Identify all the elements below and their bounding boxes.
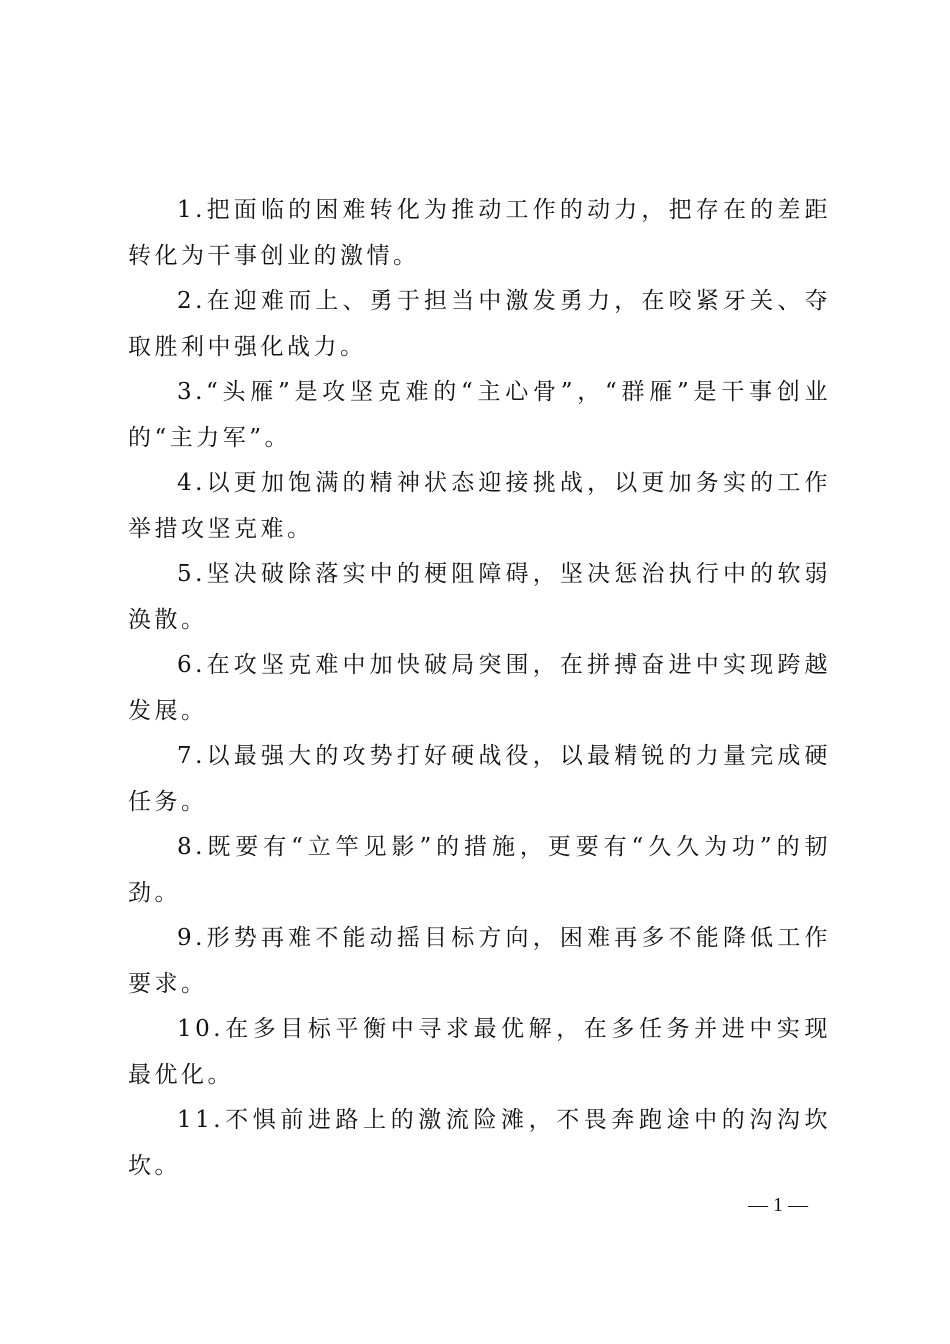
paragraph-2: 2.在迎难而上、勇于担当中激发勇力，在咬紧牙关、夺取胜利中强化战力。: [128, 288, 831, 360]
paragraph-10: 10.在多目标平衡中寻求最优解，在多任务并进中实现最优化。: [128, 1016, 831, 1088]
paragraph-3: 3.“头雁”是攻坚克难的“主心骨”，“群雁”是干事创业的“主力军”。: [128, 379, 831, 451]
paragraph-4: 4.以更加饱满的精神状态迎接挑战，以更加务实的工作举措攻坚克难。: [128, 470, 831, 542]
paragraph-8: 8.既要有“立竿见影”的措施，更要有“久久为功”的韧劲。: [128, 834, 831, 906]
paragraph-1: 1.把面临的困难转化为推动工作的动力，把存在的差距转化为干事创业的激情。: [128, 197, 831, 269]
paragraph-6: 6.在攻坚克难中加快破局突围，在拼搏奋进中实现跨越发展。: [128, 652, 831, 724]
paragraph-7: 7.以最强大的攻势打好硬战役，以最精锐的力量完成硬任务。: [128, 743, 831, 815]
page-number: — 1 —: [748, 1194, 808, 1216]
paragraph-5: 5.坚决破除落实中的梗阻障碍，坚决惩治执行中的软弱涣散。: [128, 561, 831, 633]
document-body: [128, 188, 831, 1189]
paragraph-9: 9.形势再难不能动摇目标方向，困难再多不能降低工作要求。: [128, 925, 831, 997]
paragraph-11: 11.不惧前进路上的激流险滩，不畏奔跑途中的沟沟坎坎。: [128, 1107, 831, 1179]
